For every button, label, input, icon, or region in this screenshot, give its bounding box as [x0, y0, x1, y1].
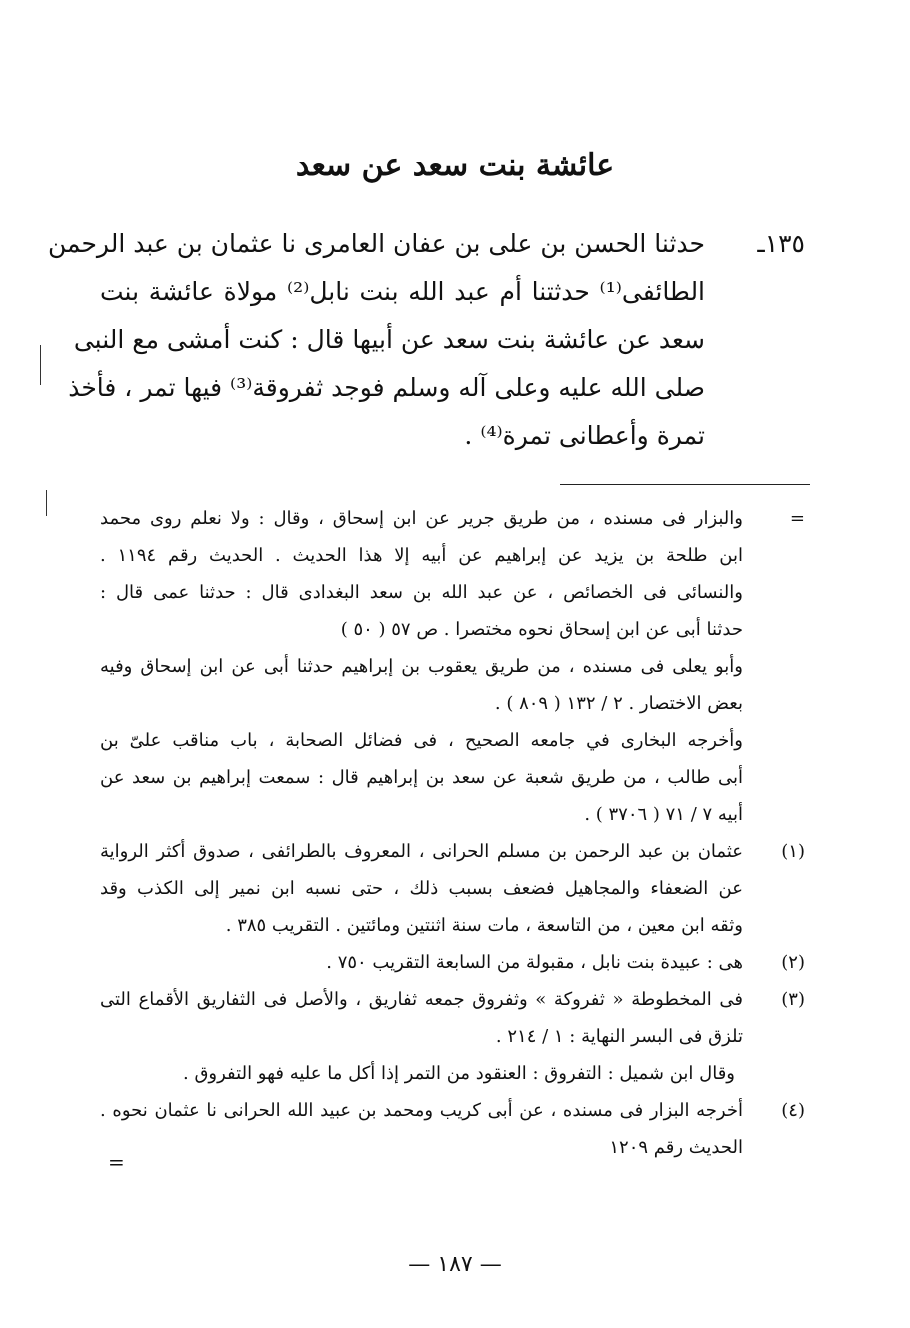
- footnote-4: [100, 1092, 805, 1166]
- footnote-line: وقال ابن شميل : التفروق : العنقود من التمر إذا أكل ما عليه فهو التفروق .: [183, 1063, 735, 1084]
- hadith-line: سعد عن عائشة بنت سعد عن أبيها قال : كنت أمشى مع النبى: [73, 325, 705, 354]
- margin-mark: [40, 345, 41, 385]
- margin-mark: [46, 490, 47, 516]
- footnote-marker: =: [789, 508, 805, 529]
- footnote-marker: (٢): [781, 952, 805, 973]
- footnote-line: وأخرجه البخارى في جامعه الصحيح ، فى فضائل الصحابة ، باب مناقب علىّ بن: [100, 730, 743, 751]
- footnote-separator: [560, 484, 810, 485]
- footnote-line: وأبو يعلى فى مسنده ، من طريق يعقوب بن إبراهيم حدثنا أبى عن ابن إسحاق وفيه: [100, 656, 743, 677]
- footnote-line: ابن طلحة بن يزيد عن إبراهيم عن أبيه إلا هذا الحديث . الحديث رقم ١١٩٤ .: [100, 545, 743, 566]
- continuation-mark: =: [108, 1150, 125, 1174]
- hadith-block: [47, 220, 805, 460]
- footnote-line: الحديث رقم ١٢٠٩: [609, 1137, 743, 1158]
- page-number: — ١٨٧ —: [408, 1252, 502, 1277]
- hadith-line: الطائفى⁽¹⁾ حدثتنا أم عبد الله بنت نابل⁽²⁾ مولاة عائشة بنت: [100, 277, 706, 306]
- footnote-line: بعض الاختصار . ٢ / ١٣٢ ( ٨٠٩ ) .: [494, 693, 743, 714]
- footnote-line: والنسائى فى الخصائص ، عن عبد الله بن سعد البغدادى قال : حدثنا عمى قال :: [100, 582, 743, 603]
- footnote-line: حدثنا أبى عن ابن إسحاق نحوه مختصرا . ص ٥٧ ( ٥٠ ): [340, 619, 743, 640]
- footnote-2: [100, 944, 805, 981]
- footnote-line: والبزار فى مسنده ، من طريق جرير عن ابن إسحاق ، وقال : ولا نعلم روى محمد: [100, 508, 743, 529]
- hadith-number: ١٣٥ـ: [757, 229, 805, 258]
- footnote-1: [100, 833, 805, 944]
- hadith-line: حدثنا الحسن بن على بن عفان العامرى نا عثمان بن عبد الرحمن: [47, 229, 705, 258]
- page-title: عائشة بنت سعد عن سعد: [295, 148, 615, 183]
- footnote-line: تلزق فى البسر النهاية : ١ / ٢١٤ .: [495, 1026, 743, 1047]
- footnote-line: أبى طالب ، من طريق شعبة عن سعد بن إبراهيم قال : سمعت إبراهيم بن سعد عن: [100, 767, 743, 788]
- footnote-line: فى المخطوطة « ثفروكة » وثفروق جمعه ثفاريق ، والأصل فى الثفاريق الأقماع التى: [100, 989, 743, 1010]
- footnote-3: [100, 981, 805, 1092]
- footnote-marker: (٤): [781, 1100, 805, 1121]
- footnote-line: عن الضعفاء والمجاهيل فضعف بسبب ذلك ، حتى نسبه ابن نمير إلى الكذب وقد: [100, 878, 743, 899]
- footnote-line: عثمان بن عبد الرحمن بن مسلم الحرانى ، المعروف بالطرائفى ، صدوق أكثر الرواية: [100, 841, 743, 862]
- hadith-line: صلى الله عليه وعلى آله وسلم فوجد ثفروقة⁽³⁾ فيها تمر ، فأخذ: [68, 373, 705, 402]
- footnote-marker: (٣): [781, 989, 805, 1010]
- footnote-continued: [100, 500, 805, 833]
- footnote-marker: (١): [781, 841, 805, 862]
- footnote-line: أبيه ٧ / ٧١ ( ٣٧٠٦ ) .: [584, 804, 743, 825]
- footnotes: [100, 500, 805, 1166]
- footnote-line: أخرجه البزار فى مسنده ، عن أبى كريب ومحمد بن عبيد الله الحرانى نا عثمان نحوه .: [100, 1100, 743, 1121]
- footnote-line: وثقه ابن معين ، من التاسعة ، مات سنة اثنتين ومائتين . التقريب ٣٨٥ .: [225, 915, 743, 936]
- footnote-line: هى : عبيدة بنت نابل ، مقبولة من السابعة التقريب ٧٥٠ .: [326, 952, 743, 973]
- hadith-line: تمرة وأعطانى تمرة⁽⁴⁾ .: [464, 421, 705, 450]
